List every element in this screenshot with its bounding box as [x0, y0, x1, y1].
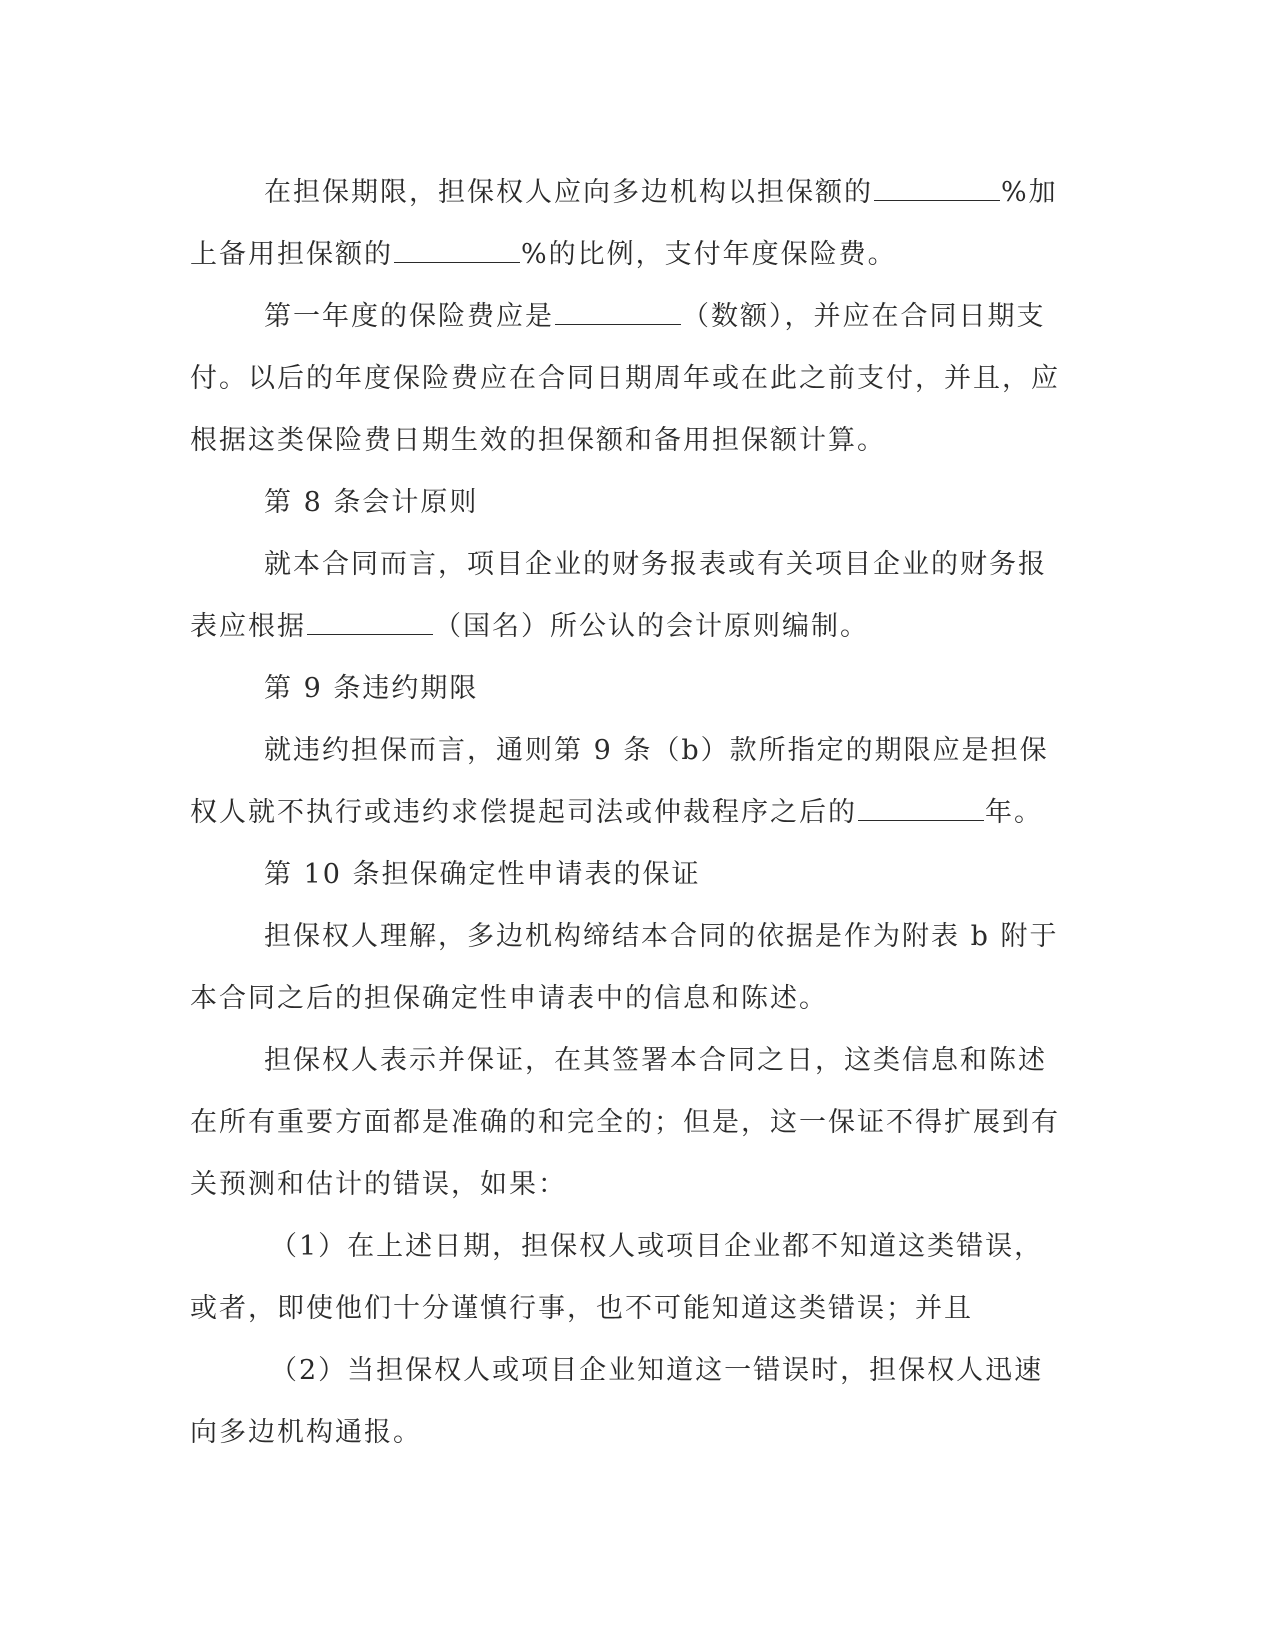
- article-heading-10: 第 10 条担保确定性申请表的保证: [264, 859, 701, 890]
- text-span: %加上备用担保额的: [190, 177, 1058, 270]
- text-span: 就本合同而言，项目企业的财务报表或有关项目企业的财务报表应根据: [190, 549, 1047, 642]
- text-span: %的比例，支付年度保险费。: [521, 239, 897, 270]
- fill-in-blank-guarantee-percent[interactable]: [874, 180, 1000, 201]
- text-span: （国名）所公认的会计原则编制。: [434, 611, 869, 642]
- paragraph-reliance: 担保权人理解，多边机构缔结本合同的依据是作为附表 b 附于本合同之后的担保确定性申请表中的信息和陈述。: [190, 921, 1059, 1014]
- paragraph-accounting: [190, 534, 1070, 658]
- text-span: 在担保期限，担保权人应向多边机构以担保额的: [264, 177, 873, 208]
- list-item-2: （2）当担保权人或项目企业知道这一错误时，担保权人迅速向多边机构通报。: [190, 1355, 1044, 1448]
- text-span: 就违约担保而言，通则第 9 条（b）款所指定的期限应是担保权人就不执行或违约求偿提起司法或仲裁程序之后的: [190, 735, 1049, 828]
- fill-in-blank-country[interactable]: [307, 614, 433, 635]
- article-heading-9: 第 9 条违约期限: [264, 673, 479, 704]
- document-body: [190, 162, 1070, 1464]
- article-heading-8: 第 8 条会计原则: [264, 487, 479, 518]
- paragraph-premium-rate: [190, 162, 1070, 286]
- fill-in-blank-years[interactable]: [858, 800, 984, 821]
- text-span: （数额），并应在合同日期支付。以后的年度保险费应在合同日期周年或在此之前支付，并且，应根据这类保险费日期生效的担保额和备用担保额计算。: [190, 301, 1060, 456]
- paragraph-default-period: [190, 720, 1070, 844]
- paragraph-warranty: 担保权人表示并保证，在其签署本合同之日，这类信息和陈述在所有重要方面都是准确的和完全的；但是，这一保证不得扩展到有关预测和估计的错误，如果：: [190, 1045, 1060, 1200]
- fill-in-blank-amount[interactable]: [555, 304, 681, 325]
- text-span: 第一年度的保险费应是: [264, 301, 554, 332]
- list-item-1: （1）在上述日期，担保权人或项目企业都不知道这类错误，或者，即使他们十分谨慎行事，也不可能知道这类错误；并且: [190, 1231, 1044, 1324]
- paragraph-first-year-premium: [190, 286, 1070, 472]
- fill-in-blank-standby-percent[interactable]: [394, 242, 520, 263]
- text-span: 年。: [985, 797, 1043, 828]
